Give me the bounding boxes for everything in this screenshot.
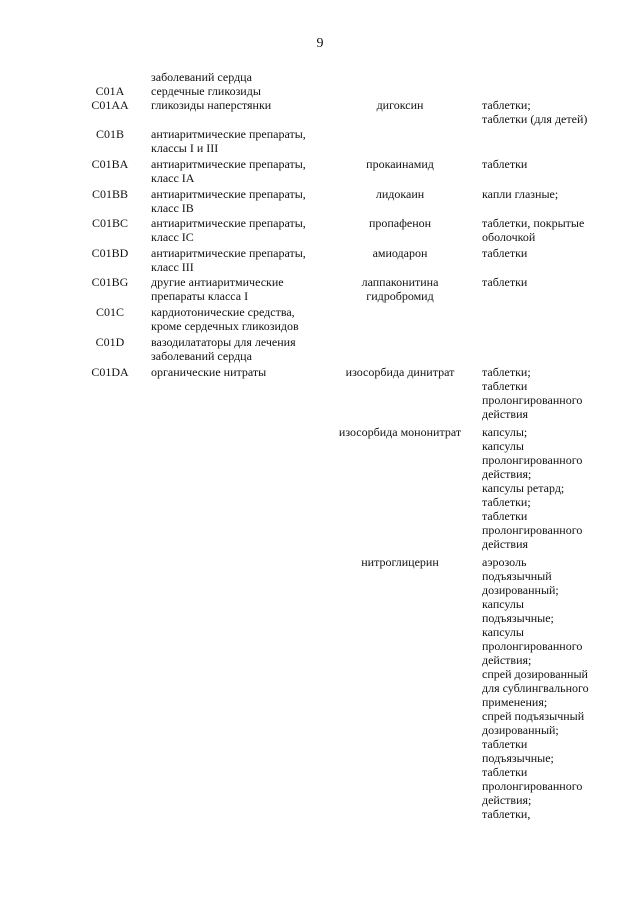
atc-code: C01BG [91,275,129,289]
dosage-form-line: дозированный; [482,583,559,597]
dosage-form-line: действия; [482,653,532,667]
group-name-line: антиаритмические препараты, [151,187,306,201]
dosage-form-line: подъязычные; [482,751,554,765]
group-name [151,157,329,185]
dosage-form-line: действия [482,537,529,551]
group-name [151,127,329,155]
group-name [151,335,329,363]
dosage-form-line: таблетки; [482,495,531,509]
drug-name-line: лидокаин [375,187,425,201]
group-name-line: класс IA [151,171,195,185]
group-name-line: гликозиды наперстянки [151,98,272,112]
drug-name-line: изосорбида динитрат [345,365,455,379]
dosage-form-line: дозированный; [482,723,559,737]
group-name-line: классы I и III [151,141,219,155]
group-name-line: препараты класса I [151,289,249,303]
atc-code: C01BC [91,216,128,230]
dosage-form-line: таблетки [482,509,528,523]
group-name [151,305,329,333]
group-name [151,98,329,112]
dosage-form-line: действия; [482,793,532,807]
dosage-form [482,555,622,821]
dosage-form [482,216,622,244]
drug-name-line: гидробромид [366,289,434,303]
atc-code: C01BB [91,187,128,201]
drug-name [330,157,470,171]
dosage-form-line: пролонгированного [482,779,583,793]
dosage-form-line: аэрозоль [482,555,527,569]
dosage-form-line: оболочкой [482,230,536,244]
drug-name [330,425,470,439]
dosage-form [482,246,622,260]
group-name-line: кроме сердечных гликозидов [151,319,299,333]
dosage-form [482,187,622,201]
dosage-form-line: капсулы [482,625,524,639]
group-name-line: антиаритмические препараты, [151,216,306,230]
group-name-line: другие антиаритмические [151,275,284,289]
group-name-line: класс III [151,260,194,274]
atc-code: C01BA [91,157,129,171]
drug-name-line: лаппаконитина [361,275,439,289]
drug-name [330,216,470,230]
dosage-form-line: таблетки [482,275,528,289]
group-name-line: сердечные гликозиды [151,84,261,98]
group-name-line: органические нитраты [151,365,267,379]
dosage-form-line: таблетки [482,246,528,260]
dosage-form [482,98,622,126]
atc-code: C01D [95,335,125,349]
atc-code: C01BD [91,246,129,260]
dosage-form-line: таблетки [482,737,528,751]
group-name-line: кардиотонические средства, [151,305,295,319]
dosage-form-line: таблетки; [482,98,531,112]
dosage-form-line: действия; [482,467,532,481]
dosage-form-line: спрей дозированный [482,667,588,681]
group-name-line: класс IB [151,201,194,215]
group-name-line: класс IC [151,230,194,244]
dosage-form-line: таблетки [482,379,528,393]
drug-name [330,365,470,379]
group-name [151,187,329,215]
dosage-form-line: спрей подъязычный [482,709,585,723]
dosage-form-line: таблетки, [482,807,531,821]
dosage-form-line: таблетки [482,157,528,171]
drug-name [330,246,470,260]
group-name [151,246,329,274]
atc-code: C01C [95,305,124,319]
dosage-form-line: капсулы; [482,425,528,439]
dosage-form [482,425,622,551]
group-name-line: антиаритмические препараты, [151,157,306,171]
drug-name-line: пропафенон [368,216,432,230]
group-name [151,84,329,98]
dosage-form-line: таблетки [482,765,528,779]
group-name-line: антиаритмические препараты, [151,127,306,141]
drug-name-line: дигоксин [376,98,424,112]
dosage-form-line: пролонгированного [482,639,583,653]
dosage-form-line: таблетки, покрытые [482,216,585,230]
group-name-line: заболеваний сердца [151,70,252,84]
group-name [151,275,329,303]
drug-name-line: изосорбида мононитрат [338,425,462,439]
group-name-line: вазодилататоры для лечения [151,335,296,349]
dosage-form-line: подъязычный [482,569,552,583]
dosage-form-line: капсулы ретард; [482,481,565,495]
atc-code: C01AA [91,98,129,112]
dosage-form-line: таблетки; [482,365,531,379]
drug-name [330,275,470,303]
dosage-form-line: капсулы [482,439,524,453]
dosage-form-line: капсулы [482,597,524,611]
atc-code: C01A [95,84,125,98]
group-name-line: заболеваний сердца [151,349,252,363]
dosage-form-line: пролонгированного [482,523,583,537]
drug-name-line: нитроглицерин [361,555,439,569]
dosage-form [482,275,622,289]
drug-name-line: амиодарон [372,246,428,260]
drug-name [330,98,470,112]
dosage-form-line: пролонгированного [482,393,583,407]
dosage-form-line: применения; [482,695,548,709]
page-number: 9 [316,36,324,51]
drug-name [330,187,470,201]
dosage-form-line: таблетки (для детей) [482,112,588,126]
drug-name [330,555,470,569]
group-name-line: антиаритмические препараты, [151,246,306,260]
atc-code: C01DA [91,365,129,379]
group-name [151,70,329,84]
dosage-form-line: действия [482,407,529,421]
dosage-form-line: для сублингвального [482,681,589,695]
group-name [151,365,329,379]
group-name [151,216,329,244]
dosage-form-line: пролонгированного [482,453,583,467]
dosage-form-line: подъязычные; [482,611,554,625]
atc-code: C01B [95,127,124,141]
drug-name-line: прокаинамид [366,157,434,171]
dosage-form-line: капли глазные; [482,187,559,201]
dosage-form [482,157,622,171]
dosage-form [482,365,622,421]
